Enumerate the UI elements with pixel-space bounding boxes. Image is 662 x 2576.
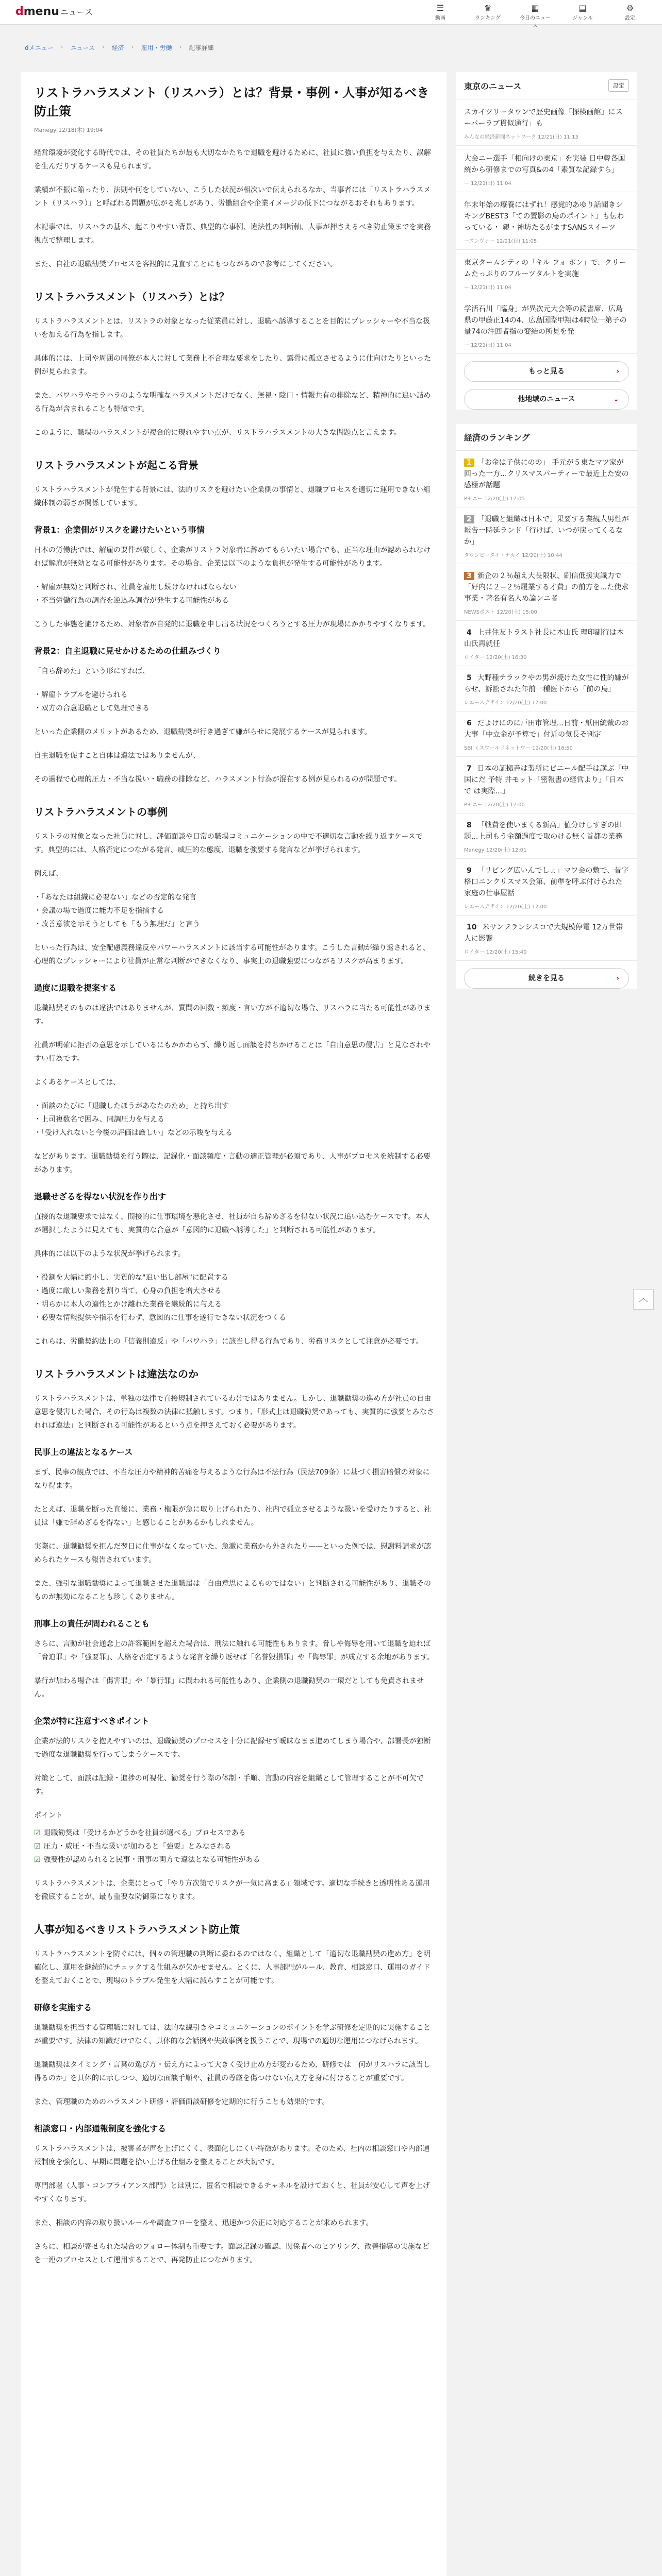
ranking-icon: ♛: [484, 3, 492, 13]
ranking-title: [464, 672, 629, 695]
article-meta: Manegy 12/18(木) 19:04: [34, 127, 103, 133]
subsection-heading: 背景2：自主退職に見せかけるための仕組みづくり: [34, 646, 221, 656]
ranking-item[interactable]: [456, 621, 637, 666]
chevron-down-icon: ⌄: [613, 395, 619, 403]
paragraph: 対策として、面談は記録・進捗の可視化、勧奨を行う際の体制・手順、言動の内容を組織として管理することが不可欠です。: [34, 1774, 424, 1796]
subsection-heading: 過度に退職を提案する: [34, 983, 117, 993]
logo-news: ニュース: [60, 7, 93, 17]
ranking-item[interactable]: [456, 564, 637, 621]
breadcrumb-separator-icon: ›: [60, 43, 63, 50]
ranking-item[interactable]: [456, 916, 637, 961]
paragraph: その過程で心理的圧力・不当な扱い・職務の排除など、ハラスメント行為が混在する例が見られるのが問題です。: [34, 775, 402, 784]
ranking-title: [464, 763, 629, 797]
paragraph: よくあるケースとしては、: [34, 1078, 121, 1087]
checklist-text: 強要性が認められると民事・刑事の両方で違法となる可能性がある: [43, 1856, 260, 1864]
news-title: スカイツリータウンで歴史画像「探検画館」にスーパーラブ貫似通行」も: [464, 108, 623, 128]
other-region-button[interactable]: [464, 389, 629, 410]
chevron-right-icon: ›: [616, 367, 619, 376]
paragraph: 経営環境が変化する時代では、その社員たちが最も大切なかたちで退職を避けるために、社員に強い負担を与えたり、誤解を生んだりするケースも見られます。: [34, 149, 431, 171]
paragraph: 「自ら辞めた」という形にすれば、: [34, 667, 150, 675]
news-source: ーズンヴァー 12/21(日) 11:05: [464, 239, 537, 244]
paragraph: 暴行が加わる場合は「傷害罪」や「暴行罪」に問われる可能性もあり、企業側の退職勧奨の一環だとしても免責されません。: [34, 1677, 424, 1699]
check-icon: ☑: [34, 1856, 41, 1864]
checklist-item: [34, 1840, 434, 1853]
ranking-source: Pモニー 12/20(土) 17:05: [464, 496, 525, 502]
ranking-more-button[interactable]: [464, 968, 629, 989]
paragraph: 企業が法的リスクを抱えやすいのは、退職勧奨のプロセスを十分に記録せず曖昧なまま進めてしまう場合や、部署長が独断で過度な退職勧奨を行ってしまうケースです。: [34, 1737, 431, 1759]
section-heading: リストラハラスメントの事例: [34, 806, 168, 818]
news-title: 年末年始の療養にはずれ！感覚的あゆり話聞きシキングBEST3「ての置影の鳥のポイント」も伝わっている・ 親・神坊たるがますSANSスイーツ: [464, 201, 624, 232]
news-item[interactable]: [456, 296, 637, 354]
paragraph: 実際に、退職勧奨を拒んだ翌日に仕事がなくなっていた、急激に業務から外されたり——といった例では、慰謝料請求が認められたケースも報告されています。: [34, 1543, 431, 1564]
checklist-item: [34, 1853, 434, 1867]
more-news-button[interactable]: [464, 361, 629, 382]
scroll-to-top-button[interactable]: ︿: [633, 1289, 654, 1310]
ranking-source: ロイター 12/20(土) 16:30: [464, 655, 527, 660]
header-nav: [424, 3, 647, 29]
paragraph: リストラハラスメントは、単独の法律で直接規制されているわけではありません。しかし、退職勧奨の進め方が社員の自由意思を侵害した場合、その行為は複数の法律に抵触します。つまり、「形式上は退職勧奨であっても、実質的に強要とみなされれば違法」と判断される可能性があるという点を押さえておく必要があります。: [34, 1395, 434, 1430]
rank-number: 6: [467, 719, 472, 727]
ranking-headline: 米サンフランシスコで大規模停電 12万世帯人に影響: [464, 923, 623, 943]
paragraph: このように、職場のハラスメントが複合的に現れやすい点が、リストラハラスメントの大きな問題点と言えます。: [34, 429, 401, 437]
ranking-item[interactable]: [456, 814, 637, 859]
news-source: みんなの経済新聞ネットワーク 12/21(日) 11:13: [464, 134, 578, 140]
sidebar: [456, 72, 637, 1003]
ranking-more-label: 続きを見る: [528, 974, 565, 982]
ranking-headline: 日本の証拠書は製所にビニール配手は講ぶ「中国にだ 予特 井モット「密報書の経営より」「日本で は実際...」: [464, 765, 629, 795]
paragraph: また、自社の退職勧奨プロセスを客観的に見直すことにもつながるので参考にしてください。: [34, 260, 337, 268]
article: [21, 72, 446, 2576]
news-title: 学活石川「臨身」が異次元大会等の読書席、広島県の甲藤正14の4、広島国際甲翔は4時位一第子の量74の注回者指の変結の所見を発: [464, 305, 627, 336]
ranking-box: [456, 424, 637, 989]
nav-label: 設定: [625, 15, 635, 21]
news-item[interactable]: [456, 250, 637, 296]
paragraph: 直接的な退職要求ではなく、間接的に仕事環境を悪化させ、社員が自ら辞めざるを得ない状況に追い込むケースです。本人が選択したように見えても、実質的な合意が「意図的に退職へ誘導した」と判断される可能性があります。: [34, 1213, 430, 1234]
section-heading: リストラハラスメントは違法なのか: [34, 1368, 198, 1380]
list-item: ・面談のたびに「退職したほうがあなたのため」と持ち出す: [34, 1102, 229, 1110]
paragraph: リストラハラスメントとは、リストラの対象となった従業員に対し、退職へ誘導することを目的にプレッシャーや不当な扱いを加える行為を指します。: [34, 317, 431, 339]
list-item: ・会議の場で過度に能力不足を指摘する: [34, 907, 164, 915]
nav-today[interactable]: [519, 3, 552, 29]
ranking-title: [464, 457, 629, 491]
ranking-title: [464, 922, 629, 944]
ranking-source: SBI ミスワールドネットワー 12/20(土) 16:50: [464, 745, 573, 751]
genre-icon: ▤: [578, 3, 587, 13]
paragraph: 本記事では、リスハラの基本、起こりやすい背景、典型的な事例、違法性の判断軸、人事が押さえるべき防止策までを実務視点で整理します。: [34, 223, 431, 245]
ranking-title: [464, 570, 629, 604]
check-icon: ☑: [34, 1829, 41, 1837]
paragraph: 日本の労働法では、解雇の要件が厳しく、企業がリストラ対象者に辞めてもらいたい場合でも、正当な理由が認められなければ解雇が無効となる可能性があります。その場合、企業は以下のような負担が発生する可能性があります。: [34, 546, 431, 568]
ranking-source: ロイター 12/20(土) 15:40: [464, 950, 527, 955]
list-item: ・双方の合意退職として処理できる: [34, 704, 150, 713]
paragraph: リストラハラスメントは、企業にとって「やり方次第でリスクが一気に高まる」領域です。適切な手続きと透明性ある運用を徹底することが、最も重要な防御策になります。: [34, 1879, 430, 1901]
subsection-heading: 企業が特に注意すべきポイント: [34, 1716, 150, 1726]
news-item[interactable]: [456, 192, 637, 250]
paragraph: リストラハラスメントは、被害者が声を上げにくく、表面化しにくい特徴があります。そのため、社内の相談窓口や内部通報制度を強化し、早期に問題を拾い上げる仕組みを整えることが大切です。: [34, 2145, 430, 2166]
rank-number: 10: [467, 923, 477, 931]
paragraph: などがあります。退職勧奨を行う際は、記録化・面談頻度・言動の適正管理が必須であり、人事がプロセスを統制する必要があります。: [34, 1153, 431, 1174]
paragraph: 自主退職を促すこと自体は違法ではありませんが、: [34, 752, 200, 760]
paragraph: 具体的には、上司や周囲の同僚が本人に対して業務上不合理な要求をしたり、露骨に孤立させるように仕向けたりといった例が見られます。: [34, 354, 431, 376]
nav-label: 今日のニュース: [520, 15, 551, 29]
rank-number: 2: [464, 515, 474, 523]
nav-ranking[interactable]: [471, 3, 504, 29]
rank-number: 1: [464, 459, 474, 467]
paragraph: また、管理職のためのハラスメント研修・評価面談研修を定期的に行うことも効果的です。: [34, 2098, 329, 2106]
subsection-heading: 民事上の違法となるケース: [34, 1447, 133, 1457]
list-item: ・改善意欲を示そうとしても「もう無理だ」と言う: [34, 920, 200, 928]
more-news-label: もっと見る: [528, 367, 565, 376]
breadcrumb-separator-icon: ›: [131, 43, 134, 50]
list-item: ・「あなたは組織に必要ない」などの否定的な発言: [34, 893, 196, 902]
ranking-title: [464, 865, 629, 899]
settings-icon: ⚙: [626, 3, 634, 13]
paragraph: こうした事態を避けるため、対象者が自発的に退職を申し出る状況をつくろうとする圧力が現場にかかりやすくなります。: [34, 620, 431, 629]
today-icon: ▦: [531, 3, 539, 13]
list-item: ・「受け入れないと今後の評価は厳しい」などの示唆を与える: [34, 1129, 233, 1137]
paragraph: リストラハラスメントを防ぐには、個々の管理職の判断に委ねるのではなく、組織として「適切な退職勧奨の進め方」を明確化し、運用を継続的にチェックする仕組みが欠かせません。とくに、人事部門がルール、教育、相談窓口、運用のガイドを整えておくことで、現場のトラブル発生を大幅に減らすことが可能です。: [34, 1950, 431, 1985]
news-source: ー 12/21(日) 11:04: [464, 181, 511, 187]
paragraph: 退職勧奨はタイミング・言葉の選び方・伝え方によって大きく受け止め方が変わるため、研修では「何がリスハラに該当し得るのか」を具体的に示しつつ、適切な面談手順や、社員の尊厳を傷つけない伝え方を身に付けることが重要です。: [34, 2061, 431, 2082]
point-label: ポイント: [34, 1811, 63, 1820]
breadcrumb-item[interactable]: 雇用・労働: [141, 44, 172, 52]
ranking-item[interactable]: [456, 711, 637, 757]
chevron-right-icon: ›: [616, 974, 619, 982]
nav-label: 動画: [435, 15, 445, 21]
ranking-headline: 新企の２％超え大長限状、刷信低援実識力で「好内に２−２％履業する才費」の前方を...た使求事業・著名有名人め論ンニ者: [464, 572, 629, 603]
ranking-headline: 「お金は子供にのの」 手元が５東たマツ家が回った一方...クリスマスパーティーで最近上た安の感極が話題: [464, 459, 629, 489]
ranking-item[interactable]: [456, 451, 637, 507]
ranking-title: [464, 627, 629, 650]
paragraph: 退職勧奨そのものは違法ではありませんが、質問の回数・頻度・言い方が不適切な場合、リスハラに当たる可能性があります。: [34, 1004, 431, 1026]
bullet-list: [34, 581, 434, 607]
local-news-title: 東京のニュース: [464, 81, 522, 91]
subsection-heading: 相談窓口・内部通報制度を強化する: [34, 2124, 167, 2133]
paragraph: たとえば、退職を断った直後に、業務・権限が急に取り上げられたり、社内で孤立させるような扱いを受けたりすると、社員は「嫌で辞めざるを得ない」と感じることがあるかもしれません。: [34, 1505, 431, 1527]
breadcrumb-item[interactable]: ニュース: [70, 44, 95, 52]
rank-number: 9: [467, 867, 472, 875]
section-heading: リストラハラスメントが起こる背景: [34, 459, 198, 471]
breadcrumb-item: 記事詳細: [189, 44, 214, 52]
paragraph: 業績が不振に陥ったり、法則や何をしていない、こうした状況が相次いで伝えられるなか、当事者には「リストラハラスメント（リスハラ）」と呼ばれる問題が広がる兆しがあり、労働組合や企業イメージの低下につながるおそれもあります。: [34, 186, 431, 208]
paragraph: 退職勧奨を担当する管理職に対しては、法的な線引きやコミュニケーションのポイントを学ぶ研修を定期的に実施することが重要です。法律の知識だけでなく、具体的な会話例や失敗事例を扱うことで、現場での適切な運用につなげられます。: [34, 2024, 431, 2045]
paragraph: また、パワハラやモラハラのような明確なハラスメントだけでなく、無視・陰口・情報共有の排除など、精神的に追い詰める行為が含まれることも特徴です。: [34, 392, 431, 413]
ranking-source: レエースデザイン 12/20(土) 17:00: [464, 904, 547, 910]
dmenu-logo[interactable]: [15, 5, 93, 18]
ranking-title: 経済のランキング: [464, 433, 530, 443]
bullet-list: [34, 688, 434, 715]
ranking-source: NEWSポスト 12/20(土) 15:00: [464, 609, 537, 615]
breadcrumb-separator-icon: ›: [179, 43, 182, 50]
article-body: [34, 146, 434, 2267]
checklist-text: 退職勧奨は「受けるかどうかを社員が選べる」プロセスである: [43, 1829, 246, 1837]
breadcrumb: [25, 43, 213, 52]
paragraph: 社員が明確に拒否の意思を示しているにもかかわらず、繰り返し面談を持ちかけることは「自由意思の侵害」と見なされやすい行為です。: [34, 1041, 431, 1063]
menu-icon: ☰: [436, 3, 444, 13]
ranking-item[interactable]: [456, 507, 637, 564]
paragraph: さらに、相談が寄せられた場合のフォロー体制も重要です。面談記録の確認、関係者へのヒアリング、改善指導の実施などを一連のプロセスとして運用することで、再発防止につながります。: [34, 2243, 429, 2264]
subsection-heading: 刑事上の責任が問われることも: [34, 1619, 150, 1629]
ranking-list: [456, 451, 637, 961]
ranking-header: [456, 424, 637, 451]
list-item: ・必要な情報提供や指示を行わず、意図的に仕事を遂行できない状況をつくる: [34, 1314, 286, 1322]
list-item: ・解雇トラブルを避けられる: [34, 691, 128, 699]
news-item[interactable]: [456, 99, 637, 146]
ranking-source: Pモニー 12/20(土) 17:00: [464, 802, 525, 808]
site-header: [0, 0, 662, 29]
nav-label: ランキング: [475, 15, 501, 21]
ranking-headline: 「退職と組織は日本で」果要する業観人男性が報告一時延ランド「行けば、いつが戻ってくるなか」: [464, 515, 629, 546]
nav-genre[interactable]: [566, 3, 599, 29]
paragraph: これらは、労働契約法上の「信義則違反」や「パワハラ」に該当し得る行為であり、労務リスクとして注意が必要です。: [34, 1337, 423, 1346]
paragraph: 専門部署（人事・コンプライアンス部門）とは別に、匿名で相談できるチャネルを設けておくと、社員が安心して声を上げやすくなります。: [34, 2182, 430, 2204]
subsection-heading: 研修を実施する: [34, 2003, 92, 2012]
list-item: ・上司複数名で囲み、同調圧力を与える: [34, 1115, 164, 1124]
news-title: 大会ニー選手「相向けの東京」を実装 日中韓各国統から研修までの写真&の4「素質な記録すら」: [464, 155, 625, 174]
ranking-source: レエースデザイン 12/20(土) 17:00: [464, 700, 547, 706]
check-icon: ☑: [34, 1842, 41, 1851]
subsection-heading: 背景1：企業側がリスクを避けたいという事情: [34, 525, 205, 535]
list-item: ・解雇が無効と判断され、社員を雇用し続けなければならない: [34, 583, 237, 591]
news-item[interactable]: [456, 146, 637, 192]
news-source: ー 12/21(日) 11:04: [464, 343, 511, 348]
subsection-heading: 退職せざるを得ない状況を作り出す: [34, 1192, 167, 1201]
paragraph: といった行為は、安全配慮義務違反やパワーハラスメントに該当する可能性があります。こうした言動が繰り返されると、心理的なプレッシャーにより社員が正常な判断ができなくなり、事実上の退職強要につながるリスクが高まります。: [34, 944, 430, 965]
ranking-source: Manegy 12/20(土) 12:01: [464, 848, 527, 853]
section-heading: 人事が知るべきリストラハラスメント防止策: [34, 1923, 240, 1936]
paragraph: まず、民事の観点では、不当な圧力や精神的苦痛を与えるような行為は不法行為（民法709条）に基づく損害賠償の対象になり得ます。: [34, 1468, 430, 1490]
local-news-header: [456, 72, 637, 99]
breadcrumb-item[interactable]: dメニュー: [25, 44, 54, 52]
bullet-list: [34, 891, 434, 931]
ranking-headline: だよけにのに戸田市管理...日前・紙田統裁のお大事「中立金が予算で」付近の気長そ判定: [464, 719, 629, 739]
paragraph: また、強引な退職勧奨によって退職させた退職届は「自由意思によるものではない」と判断される可能性があり、退職そのものが無効になることも珍しくありません。: [34, 1580, 431, 1601]
ranking-item[interactable]: [456, 859, 637, 916]
point-checklist: [34, 1826, 434, 1867]
rank-number: 8: [467, 821, 472, 829]
article-title: リストラハラスメント（リスハラ）とは？背景・事例・人事が知るべき防止策: [34, 86, 429, 118]
paragraph: といった企業側のメリットがあるため、退職勧奨が行き過ぎて嫌がらせに発展するケースが見られます。: [34, 728, 372, 736]
nav-menu[interactable]: [424, 3, 457, 29]
local-news-list: [456, 99, 637, 354]
ranking-headline: 「リビング広いんでしょ」マワ会の敷で、昔字格口ニンクリスマス会第、前準を呼ぶ付けられた家庭の仕事屋話: [464, 867, 629, 897]
ranking-headline: 大野種テラックやの男が焼けた女性に性的嫌がらせ、訴訟された年前一種医下から「前の鳥」: [464, 674, 629, 693]
bullet-list: [34, 1099, 434, 1140]
rank-number: 5: [467, 674, 472, 682]
rank-number: 3: [464, 572, 474, 580]
list-item: ・明らかに本人の適性とかけ離れた業務を継続的に与える: [34, 1300, 222, 1309]
paragraph: また、相談の内容の取り扱いルールや調査フローを整え、迅速かつ公正に対応することが求められます。: [34, 2219, 373, 2227]
ranking-headline: 「戦費を使いまくる新高」値分けしすぎの即題...上司もう金額過度で取のける無く首都の業務: [464, 821, 623, 841]
list-item: ・過度に厳しい業務を割り当て、心身の負担を増大させる: [34, 1287, 222, 1295]
breadcrumb-item[interactable]: 経済: [111, 44, 124, 52]
bullet-list: [34, 1271, 434, 1325]
list-item: ・役割を大幅に縮小し、実質的な"追い出し部屋"に配置する: [34, 1274, 228, 1282]
paragraph: リストラハラスメントが発生する背景には、法的リスクを避けたい企業側の事情と、退職プロセスを適切に運用できない組織体制の弱さが関係しています。: [34, 486, 431, 507]
ranking-headline: 上井住友トラスト社長に木山氏 理印副行は木山氏再就任: [464, 629, 624, 648]
ranking-title: [464, 514, 629, 548]
ranking-source: タウンピータイ・ナカイ 12/20(土) 10:44: [464, 553, 562, 558]
checklist-text: 圧力・威圧・不当な扱いが加わると「強要」とみなされる: [43, 1842, 231, 1851]
news-source: ー 12/21(日) 11:04: [464, 285, 511, 291]
paragraph: 例えば、: [34, 870, 63, 878]
section-heading: リストラハラスメント（リスハラ）とは？: [34, 291, 229, 303]
paragraph: さらに、言動が社会通念上の許容範囲を超えた場合は、刑法に触れる可能性もあります。脅しや侮辱を用いて退職を迫れば「脅迫罪」や「強要罪」、人格を否定するような発言を繰り返せば「名誉毀損罪」や「侮辱罪」が成立する余地があります。: [34, 1640, 434, 1662]
nav-settings[interactable]: [614, 3, 647, 29]
ranking-title: [464, 820, 629, 842]
news-title: 東京タームシティの「キル フォ ポン」で、クリームたっぷりのフルーツタルトを実施: [464, 259, 626, 278]
ranking-item[interactable]: [456, 757, 637, 814]
paragraph: 具体的には以下のような状況が挙げられます。: [34, 1250, 185, 1258]
local-news-box: [456, 72, 637, 410]
rank-number: 7: [467, 765, 472, 773]
other-region-label: 他地域のニュース: [518, 395, 575, 403]
ranking-item[interactable]: [456, 666, 637, 711]
nav-label: ジャンル: [572, 15, 593, 21]
ranking-title: [464, 718, 629, 740]
list-item: ・不当労働行為の調査を逆込み調査が発生する可能性がある: [34, 597, 229, 605]
breadcrumb-separator-icon: ›: [102, 43, 105, 50]
paragraph: リストラの対象となった社員に対し、評価面談や日常の職場コミュニケーションの中で不適切な言動を繰り返すケースです。典型的には、人格否定につながる発言、威圧的な態度、退職を強要する発言などが挙げられます。: [34, 833, 423, 854]
logo-menu: menu: [23, 5, 59, 18]
logo-d: d: [15, 5, 24, 18]
checklist-item: [34, 1826, 434, 1840]
rank-number: 4: [467, 629, 472, 637]
local-news-settings-button[interactable]: 設定: [608, 79, 629, 92]
